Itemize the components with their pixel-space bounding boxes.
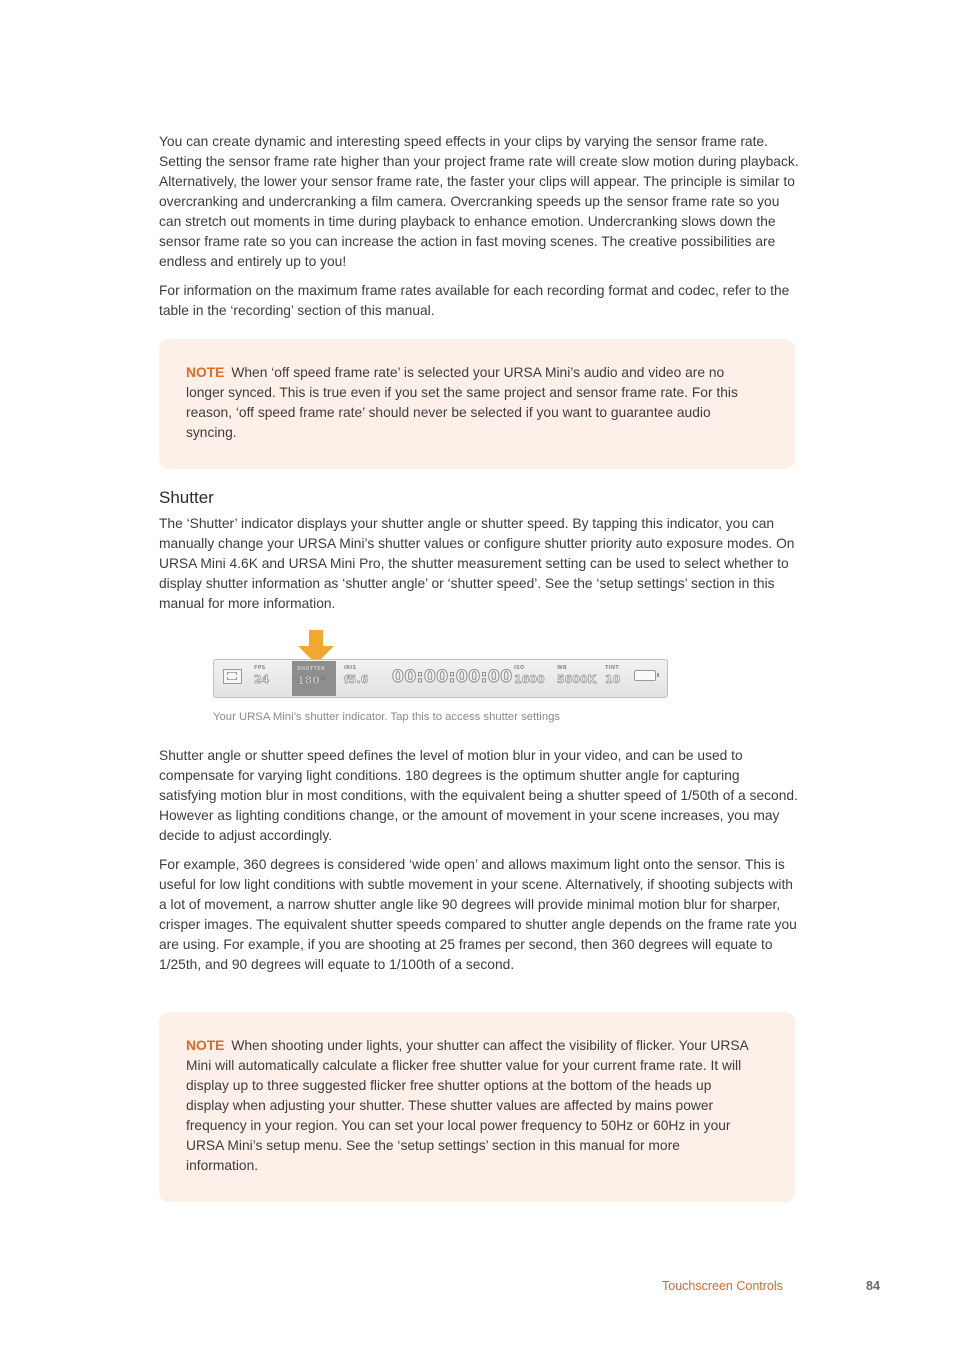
note-label: NOTE (186, 1038, 225, 1053)
shutter-indicator[interactable] (292, 661, 336, 696)
fps-label: FPS (254, 665, 266, 671)
note-text (186, 1036, 755, 1176)
intro-paragraph: You can create dynamic and interesting speed effects in your clips by varying the sensor frame rate. Setting the sensor frame rate higher than your project frame rate will create slow motion during playback. Alternatively, the lower your sensor frame rate, the faster your clips will appear. The principle is similar to overcranking and undercranking a film camera. Overcranking speeds up the sensor frame rate so you can stretch out moments in time during playback to enhance emotion. Undercranking slows down the sensor frame rate so you can increase the action in fast moving scenes. The creative possibilities are endless and entirely up to you! (159, 134, 799, 269)
heads-up-display (213, 659, 668, 698)
shutter-label: SHUTTER (297, 666, 326, 672)
tint-value: 10 (605, 673, 621, 686)
shutter-body-block (159, 746, 799, 975)
iso-value: 1600 (514, 673, 545, 686)
note-body: When shooting under lights, your shutter can affect the visibility of flicker. Your URSA Mini will automatically calculate a flicker free shutter value for your current frame rate. It will display up to three suggested flicker free shutter options at the bottom of the heads up display when adjusting your shutter. These shutter values are affected by mains power frequency in your region. You can set your local power frequency to 50Hz or 60Hz in your URSA Mini’s setup menu. See the ‘setup settings’ section in this manual for more information. (186, 1038, 748, 1173)
tint-label: TINT (605, 665, 620, 671)
intro-paragraph: For information on the maximum frame rates available for each recording format and codec, refer to the table in the ‘recording’ section of this manual. (159, 283, 790, 318)
iris-label: IRIS (344, 665, 357, 671)
note-body: When ‘off speed frame rate’ is selected your URSA Mini’s audio and video are no longer synced. This is true even if you set the same project and sensor frame rate. For this reason, ‘off speed frame rate’ should never be selected if you want to guarantee audio syncing. (186, 365, 738, 440)
note-text (186, 363, 755, 443)
timecode: 00:00:00:00 (392, 667, 513, 687)
wb-value: 5600K (557, 673, 597, 686)
footer-section-title: Touchscreen Controls (662, 1279, 783, 1293)
section-heading: Shutter (159, 488, 214, 507)
iris-indicator[interactable] (342, 660, 387, 697)
fps-value: 24 (254, 673, 270, 686)
iso-label: ISO (514, 665, 525, 671)
figure-caption: Your URSA Mini’s shutter indicator. Tap this to access shutter settings (213, 711, 561, 723)
iso-indicator[interactable] (512, 660, 552, 697)
shutter-paragraph: The ‘Shutter’ indicator displays your shutter angle or shutter speed. By tapping this indicator, you can manually change your URSA Mini’s shutter values or configure shutter priority auto exposure modes. On URSA Mini 4.6K and URSA Mini Pro, the shutter measurement setting can be used to select whether to display shutter information as ‘shutter angle’ or ‘shutter speed’. See the ‘setup settings’ section in this manual for more information. (159, 516, 795, 611)
hud-illustration (213, 630, 673, 705)
frame-guide-icon[interactable] (223, 669, 242, 684)
shutter-value: 180° (297, 674, 326, 687)
shutter-paragraph: For example, 360 degrees is considered ‘wide open’ and allows maximum light onto the sensor. This is useful for low light conditions with subtle movement in your scene. Alternatively, if shooting subjects with a lot of movement, a narrow shutter angle like 90 degrees will provide minimal motion blur for sharper, crisper images. The equivalent shutter speeds compared to shutter angle depends on the frame rate you are using. For example, if you are shooting at 25 frames per second, then 360 degrees will equate to 1/25th, and 90 degrees will equate to 1/100th of a second. (159, 857, 797, 972)
page-number: 84 (866, 1279, 880, 1293)
intro-block (159, 132, 799, 321)
note-box (159, 339, 795, 469)
fps-indicator[interactable] (252, 660, 288, 697)
battery-icon (634, 670, 656, 681)
shutter-intro-block (159, 514, 799, 614)
shutter-paragraph: Shutter angle or shutter speed defines the level of motion blur in your video, and can be used to compensate for varying light conditions. 180 degrees is the optimum shutter angle for capturing satisfying motion blur in most conditions, with the equivalent being a shutter speed of 1/50th of a second. However as lighting conditions change, or the amount of movement in your scene increases, you may decide to adjust accordingly. (159, 748, 798, 843)
iris-value: f5.6 (344, 673, 369, 686)
white-balance-indicator[interactable] (555, 660, 601, 697)
note-box (159, 1012, 795, 1202)
tint-indicator[interactable] (603, 660, 631, 697)
wb-label: WB (557, 665, 567, 671)
note-label: NOTE (186, 365, 225, 380)
